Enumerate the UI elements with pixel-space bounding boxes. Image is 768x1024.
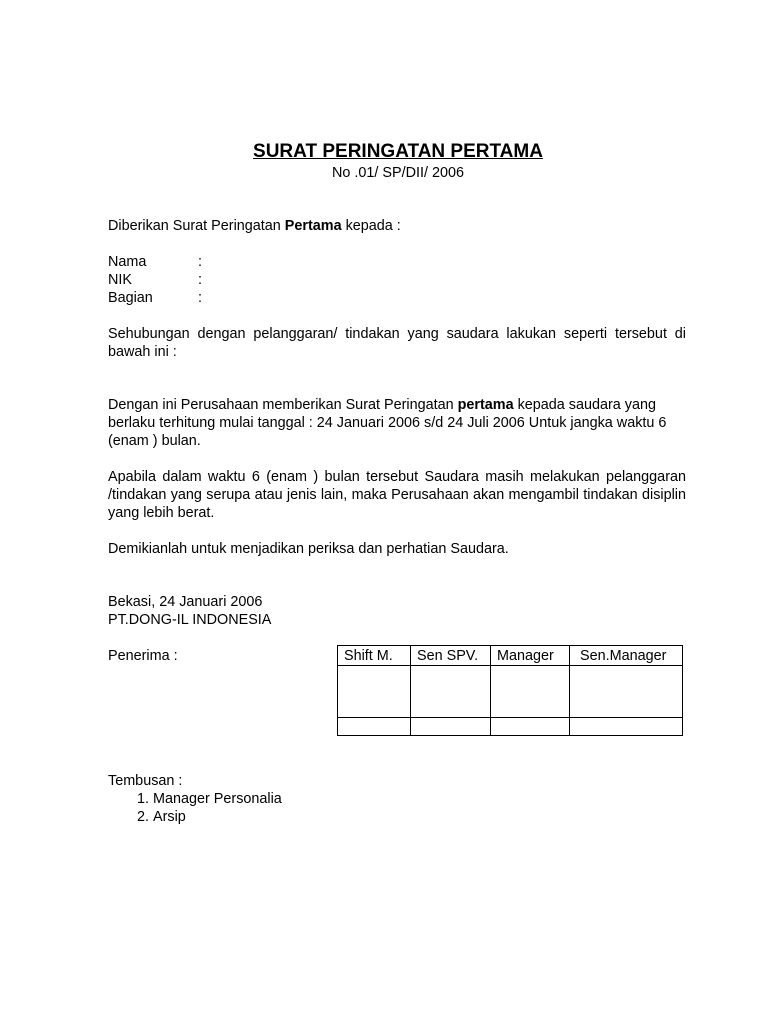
signature-cell xyxy=(570,666,683,718)
intro-text-bold: Pertama xyxy=(284,218,342,234)
signature-cell xyxy=(411,666,491,718)
signature-header-cell: Sen SPV. xyxy=(411,646,491,666)
signature-name-row xyxy=(338,718,683,736)
field-label-nama: Nama xyxy=(108,254,147,270)
field-colon-nik: : xyxy=(198,272,202,288)
consequence-paragraph: Apabila dalam waktu 6 (enam ) bulan tersebut Saudara masih melakukan pelanggaran /tindakan yang serupa atau jenis lain, maka Perusahaan akan mengambil tindakan disiplin yang lebih berat. xyxy=(108,469,686,521)
intro-text-before: Diberikan Surat Peringatan xyxy=(108,218,285,234)
place-date: Bekasi, 24 Januari 2006 xyxy=(108,594,263,610)
cc-list-item: 2. Arsip xyxy=(153,808,282,826)
intro-paragraph xyxy=(108,217,686,235)
warning-text-before: Dengan ini Perusahaan memberikan Surat Peringatan xyxy=(108,397,458,413)
intro-text-after: kepada : xyxy=(341,218,401,234)
letter-title: SURAT PERINGATAN PERTAMA xyxy=(253,141,543,162)
warning-paragraph xyxy=(108,396,686,450)
signature-name-cell xyxy=(570,718,683,736)
company-name: PT.DONG-IL INDONESIA xyxy=(108,612,272,628)
cc-label: Tembusan : xyxy=(108,773,183,789)
field-colon-bagian: : xyxy=(198,290,202,306)
signature-name-cell xyxy=(411,718,491,736)
field-colon-nama: : xyxy=(198,254,202,270)
recipient-label: Penerima : xyxy=(108,648,178,664)
signature-name-cell xyxy=(491,718,570,736)
reason-paragraph: Sehubungan dengan pelanggaran/ tindakan yang saudara lakukan seperti tersebut di bawah ini : xyxy=(108,326,686,360)
signature-header-cell: Shift M. xyxy=(338,646,411,666)
signature-header-cell: Sen.Manager xyxy=(570,646,683,666)
signature-cell xyxy=(338,666,411,718)
closing-paragraph: Demikianlah untuk menjadikan periksa dan perhatian Saudara. xyxy=(108,541,509,557)
warning-text-after: kepada saudara yang berlaku terhitung mulai tanggal : 24 Januari 2006 s/d 24 Juli 2006 Untuk jangka waktu 6 (enam ) bulan. xyxy=(108,397,667,449)
signature-header-cell: Manager xyxy=(491,646,570,666)
signature-header-row xyxy=(338,646,683,666)
cc-list xyxy=(108,790,282,826)
signature-name-cell xyxy=(338,718,411,736)
field-label-bagian: Bagian xyxy=(108,290,153,306)
warning-text-bold: pertama xyxy=(457,397,514,413)
signature-space-row xyxy=(338,666,683,718)
letter-number: No .01/ SP/DII/ 2006 xyxy=(332,165,464,181)
cc-list-item: 1. Manager Personalia xyxy=(153,790,282,808)
signature-table xyxy=(337,645,683,736)
field-label-nik: NIK xyxy=(108,272,132,288)
signature-cell xyxy=(491,666,570,718)
